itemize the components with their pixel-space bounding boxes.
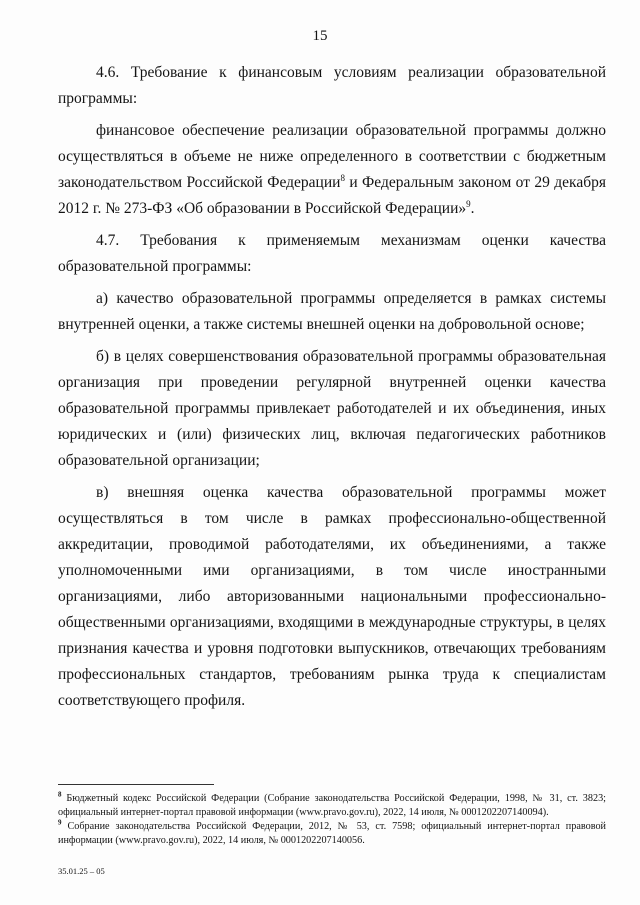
section-4-6-text-end: .: [470, 200, 475, 217]
document-body: [58, 60, 606, 720]
section-4-6-heading: 4.6. Требование к финансовым условиям реализации образовательной программы:: [58, 64, 606, 107]
section-4-7-item-b: б) в целях совершенствования образовательной программы образовательная организация при проведении регулярной внутренней оценки качества образовательной программы привлекает работодателей и их объединения, иных юридических и (или) физических лиц, включая педагогических работников образовательной организации;: [58, 348, 606, 469]
section-4-7-item-a: а) качество образовательной программы определяется в рамках системы внутренней оценки, а также системы внешней оценки на добровольной основе;: [58, 290, 606, 333]
footnotes: [58, 792, 606, 848]
footnote-8-text: Бюджетный кодекс Российской Федерации (Собрание законодательства Российской Федерации, 1998, № 31, ст. 3823; официальный интернет-портал правовой информации (www.pravo.gov.ru), 2022, 14 июля, № 0001202207140094).: [58, 793, 606, 818]
section-4-7-heading: 4.7. Требования к применяемым механизмам оценки качества образовательной программы:: [58, 232, 606, 275]
footnote-mark-8: 8: [58, 790, 62, 799]
footnote-ref-8[interactable]: 8: [340, 172, 345, 183]
section-4-6-text-continued: и Федеральным законом от 29 декабря 2012 г. № 273-ФЗ «Об образовании в Российской Федерации»: [58, 174, 606, 217]
document-code: 35.01.25 – 05: [58, 866, 105, 876]
footnote-9-text: Собрание законодательства Российской Федерации, 2012, № 53, ст. 7598; официальный интернет-портал правовой информации (www.pravo.gov.ru), 2022, 14 июля, № 0001202207140056.: [58, 821, 606, 846]
section-4-6-text: финансовое обеспечение реализации образовательной программы должно осуществляться в объеме не ниже определенного в соответствии с бюджетным законодательством Российской Федерации: [58, 122, 606, 191]
footnote-9: [58, 820, 606, 847]
footnote-divider: [58, 784, 214, 785]
footnote-ref-9[interactable]: 9: [466, 198, 471, 209]
page-number: 15: [312, 28, 328, 44]
footnote-mark-9: 9: [58, 818, 62, 827]
section-4-6-paragraph: [58, 118, 606, 222]
section-4-7-item-c: в) внешняя оценка качества образовательной программы может осуществляться в том числе в рамках профессионально-общественной аккредитации, проводимой работодателями, их объединениями, а также уполномоченными ими организациями, в том числе иностранными организациями, либо авторизованными национальными профессионально-общественными организациями, входящими в международные структуры, в целях признания качества и уровня подготовки выпускников, отвечающих требованиям профессиональных стандартов, требованиям рынка труда к специалистам соответствующего профиля.: [58, 484, 606, 709]
footnote-8: [58, 792, 606, 819]
